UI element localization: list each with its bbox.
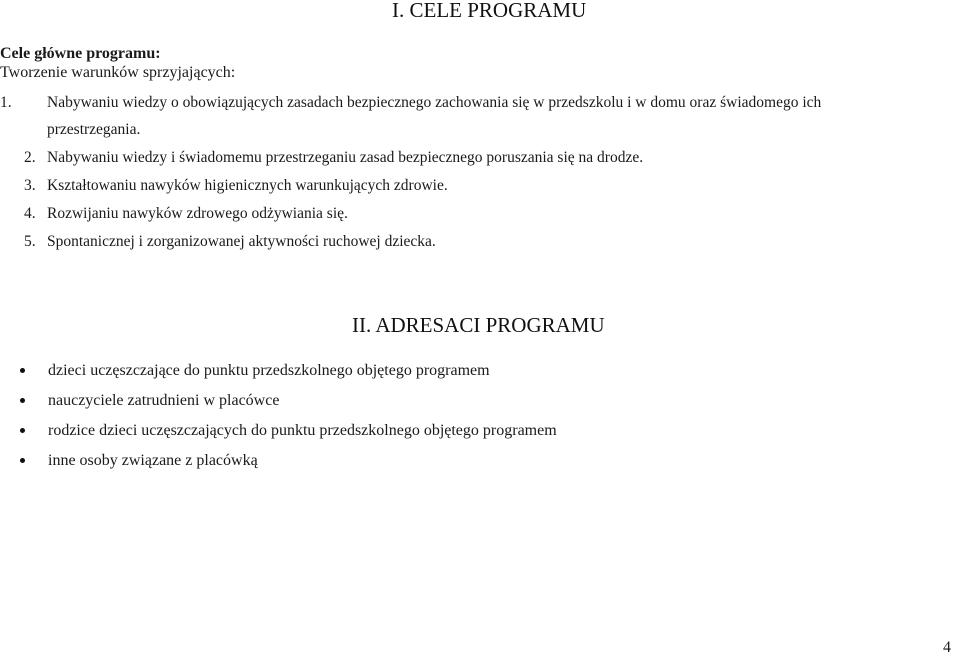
main-goals-subtitle: Cele główne programu: <box>0 45 161 62</box>
goal-item-number: 3. <box>24 177 36 194</box>
bullet-icon <box>20 368 25 373</box>
list-item-text: inne osoby związane z placówką <box>48 452 258 469</box>
page-number: 4 <box>943 639 951 656</box>
goal-item-3 <box>0 177 959 197</box>
goal-item-2 <box>0 149 959 169</box>
goals-intro: Tworzenie warunków sprzyjających: <box>0 64 236 81</box>
list-item-text: nauczyciele zatrudnieni w placówce <box>48 392 280 409</box>
goal-item-number: 1. <box>0 94 12 111</box>
goal-item-5 <box>0 233 959 253</box>
bullet-icon <box>20 458 25 463</box>
goal-item-text: Rozwijaniu nawyków zdrowego odżywiania się. <box>47 205 348 222</box>
goal-item-4 <box>0 205 959 225</box>
bullet-icon <box>20 398 25 403</box>
list-item-text: dzieci uczęszczające do punktu przedszkolnego objętego programem <box>48 362 490 379</box>
goal-item-1 <box>0 94 959 138</box>
section2-title: II. ADRESACI PROGRAMU <box>352 313 605 337</box>
bullet-icon <box>20 428 25 433</box>
goal-item-number: 2. <box>24 149 36 166</box>
section1-title: I. CELE PROGRAMU <box>392 0 587 22</box>
goal-item-text: Nabywaniu wiedzy o obowiązujących zasadach bezpiecznego zachowania się w przedszkolu i w domu oraz świadomego ich <box>47 94 822 111</box>
goal-item-number: 4. <box>24 205 36 222</box>
goal-item-text: Spontanicznej i zorganizowanej aktywności ruchowej dziecka. <box>47 233 436 250</box>
goal-item-text-continued: przestrzegania. <box>47 121 141 138</box>
goal-item-number: 5. <box>24 233 36 250</box>
list-item-text: rodzice dzieci uczęszczających do punktu przedszkolnego objętego programem <box>48 422 557 439</box>
goal-item-text: Kształtowaniu nawyków higienicznych warunkujących zdrowie. <box>47 177 448 194</box>
goal-item-text: Nabywaniu wiedzy i świadomemu przestrzeganiu zasad bezpiecznego poruszania się na drodze. <box>47 149 644 166</box>
